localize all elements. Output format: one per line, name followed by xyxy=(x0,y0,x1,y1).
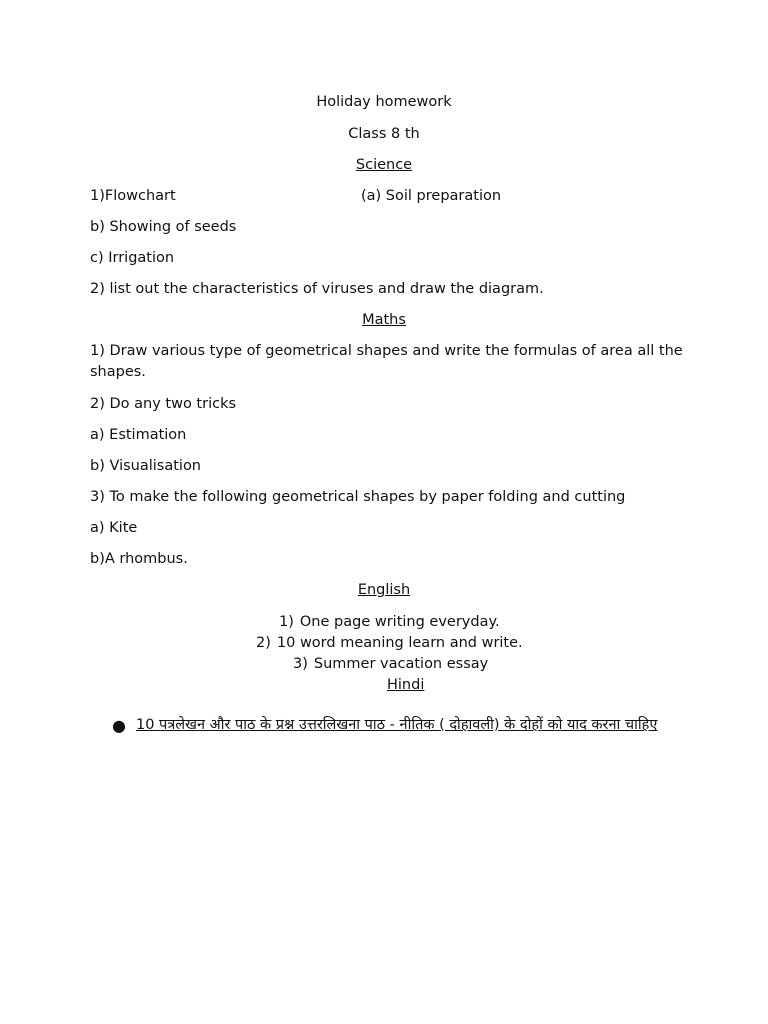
maths-item-3: 3) To make the following geometrical shapes by paper folding and cutting xyxy=(90,489,626,505)
english-list-number: 1) xyxy=(279,614,294,630)
hindi-item-text: 10 पत्रलेखन और पाठ के प्रश्न उत्तरलिखना पाठ - नीतिक ( दोहावली) के दोहों को याद करना चाहिए xyxy=(136,717,658,733)
maths-item-2a: a) Estimation xyxy=(90,427,187,443)
english-list-number: 3) xyxy=(293,656,308,672)
class-label: Class 8 th xyxy=(348,126,420,142)
english-list-number: 2) xyxy=(256,635,271,651)
science-item-c: c) Irrigation xyxy=(90,250,175,266)
science-item-2: 2) list out the characteristics of viruses and draw the diagram. xyxy=(90,281,544,297)
maths-item-1: 1) Draw various type of geometrical shapes and write the formulas of area all the shapes. xyxy=(90,343,683,380)
science-item-1-right: (a) Soil preparation xyxy=(361,188,502,204)
english-list-text: Summer vacation essay xyxy=(313,656,489,672)
hindi-heading-text: Hindi xyxy=(387,677,425,693)
english-list-item xyxy=(293,654,488,674)
maths-item-2b: b) Visualisation xyxy=(90,458,202,474)
english-heading xyxy=(0,580,768,600)
science-heading xyxy=(0,155,768,175)
maths-item-3a: a) Kite xyxy=(90,520,138,536)
english-list-item xyxy=(256,633,523,653)
maths-item-3b: b)A rhombus. xyxy=(90,551,188,567)
science-heading-text: Science xyxy=(355,157,413,173)
hindi-list-item xyxy=(112,715,692,736)
english-list-text: 10 word meaning learn and write. xyxy=(276,635,523,651)
english-heading-text: English xyxy=(357,582,411,598)
document-title: Holiday homework xyxy=(316,94,452,110)
maths-item-2: 2) Do any two tricks xyxy=(90,396,237,412)
english-list-item xyxy=(279,612,500,632)
science-item-b: b) Showing of seeds xyxy=(90,219,237,235)
maths-heading xyxy=(0,310,768,330)
bullet-icon: ● xyxy=(112,716,126,735)
science-item-1-left: 1)Flowchart xyxy=(90,188,176,204)
english-list-text: One page writing everyday. xyxy=(299,614,500,630)
maths-heading-text: Maths xyxy=(362,312,406,328)
hindi-heading xyxy=(387,675,424,695)
